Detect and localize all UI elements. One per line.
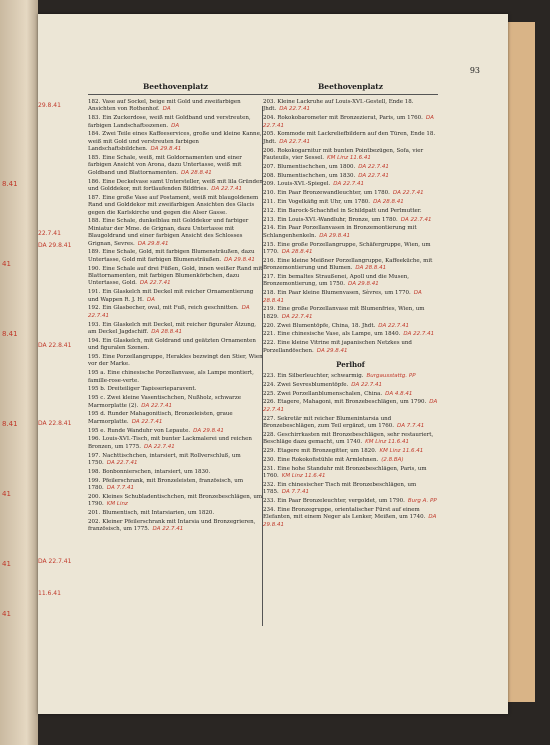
catalog-entry (263, 466, 438, 481)
handwritten-annotation: Burg A. PP (407, 498, 437, 505)
handwritten-annotation: DA 28.8.41 (355, 265, 387, 272)
previous-page-edge (0, 0, 38, 745)
entry-text: Dreiteiliger Tapisserieparavent. (107, 386, 197, 393)
handwritten-annotation: DA 29.8.41 (224, 256, 255, 263)
handwritten-annotation: DA 22.7.41 (106, 460, 138, 467)
catalog-entry (263, 258, 438, 273)
leaf-note: 41 (2, 560, 11, 568)
catalog-entry (88, 453, 263, 468)
handwritten-annotation: DA 22.7.41 (400, 216, 432, 223)
catalog-entry (88, 99, 263, 114)
catalog-entry (88, 386, 263, 393)
entry-text: Blumentisch, mit Intarsiarien, um 1820. (102, 510, 215, 517)
entry-number: 211. (263, 199, 276, 205)
handwritten-annotation: DA 22.7.41 (211, 186, 242, 193)
entry-number: 192. (88, 305, 101, 312)
entry-number: 183. (88, 115, 101, 122)
entry-text: Ein Glaskelch mit Deckel mit reicher Ornamentierung und Wappen R. J. H. (88, 289, 254, 303)
entry-number: 184. (88, 131, 101, 138)
catalog-entry (263, 173, 438, 180)
catalog-entry (263, 457, 438, 464)
entry-text: Rokokobarometer mit Bronzezierat, Paris, um 1760. (277, 115, 423, 122)
entry-number: 195 a. (88, 370, 106, 377)
entry-number: 186. (88, 178, 101, 185)
entry-number: 214. (263, 225, 276, 232)
entry-number: 234. (263, 506, 276, 513)
handwritten-annotation: KM Linz 11.6.41 (379, 448, 424, 455)
handwritten-annotation: DA 22.7.41 (351, 381, 383, 388)
entry-text: Eine Schale, Gold, mit farbigen Blumensträußen, dazu Untertasse, Gold mit farbigen Blumensträußen. (88, 249, 255, 263)
catalog-entry (263, 99, 438, 114)
handwritten-annotation: DA 29.8.41 (347, 281, 379, 288)
catalog-entry (88, 249, 263, 264)
entry-text: Pfeilerschrank, mit Bronzeleisten, französisch, um 1780. (88, 477, 244, 492)
entry-number: 217. (263, 274, 276, 280)
entry-number: 208. (263, 172, 276, 179)
entry-text: Eine chinesische Vase, als Lampe, um 1840. (277, 331, 401, 338)
entry-number: 215. (263, 241, 276, 248)
entry-number: 233. (263, 498, 276, 505)
entry-number: 228. (263, 431, 276, 438)
catalog-entry (88, 510, 263, 517)
entry-number: 229. (263, 448, 276, 455)
margin-note: 29.8.41 (38, 102, 61, 109)
entry-number: 199. (88, 477, 101, 484)
handwritten-annotation: DA 22.7.41 (279, 106, 310, 113)
catalog-entry (88, 218, 263, 248)
catalog-entry (263, 131, 438, 146)
entry-text: Zwei kleine Vasentischchen, Nußholz, schwarze Marmorplatte (2). (88, 395, 241, 409)
entry-number: 223. (263, 373, 276, 380)
handwritten-annotation: DA 22.7.41 (263, 399, 438, 413)
handwritten-annotation: DA 28.8.41 (373, 199, 404, 205)
catalog-entry (88, 519, 263, 534)
handwritten-annotation: DA 22.7.41 (403, 331, 435, 338)
catalog-entry (263, 274, 438, 289)
catalog-entry (263, 115, 438, 130)
entry-number: 203. (263, 99, 276, 105)
margin-note: DA 22.7.41 (38, 558, 72, 565)
catalog-entry (88, 354, 263, 369)
entry-text: Ein Silberleuchter, schwarmig. (277, 373, 364, 380)
catalog-entry (263, 217, 438, 224)
entry-number: 193. (88, 321, 101, 328)
margin-note: 11.6.41 (38, 590, 61, 597)
entry-text: Eine Rokokofistühle mit Armlehnen. (277, 456, 379, 463)
handwritten-annotation: DA (146, 296, 155, 303)
catalog-entry (88, 436, 263, 451)
handwritten-annotation: DA 7.7.41 (106, 485, 134, 492)
handwritten-annotation: DA 7.7.41 (281, 489, 309, 496)
catalog-entry (88, 305, 263, 320)
catalog-entry (88, 289, 263, 304)
entry-number: 202. (88, 518, 101, 525)
entry-text: Vase auf Sockel, beige mit Gold und zweifarbigen Ansichten von Rothenhof. (88, 99, 241, 113)
handwritten-annotation: DA 4.8.41 (385, 390, 413, 397)
entry-text: Kleiner Pfeilerschrank mit Intarsia und Bronzegrieren, französisch, um 1775. (88, 518, 256, 533)
handwritten-annotation: Burgausstattg. PP (366, 373, 416, 380)
entry-text: Ein chinesischer Tisch mit Bronzebeschlägen, um 1785. (263, 481, 417, 496)
entry-text: Eine große Porzellanvase mit Blumenfries, Wien, um 1829. (263, 306, 425, 320)
catalog-entry (88, 494, 263, 509)
entry-text: Geschirrkasten mit Bronzebeschlägen, sehr restauriert, Beschläge dazu gemacht, um 1740. (263, 431, 434, 446)
entry-text: Eine große Porzellangruppe, Schäfergruppe, Wien, um 1770. (263, 241, 431, 255)
entry-number: 210. (263, 190, 276, 197)
entry-text: Eine Schale auf drei Füßen, Gold, innen weißer Rand mit Blattornamenten, mit farbigen Blumenkörbchen, dazu Untertasse, Gold. (88, 265, 263, 287)
entry-text: Kommode mit Lackreliefbildern auf den Türen, Ende 18. Jhdt. (263, 131, 436, 145)
handwritten-annotation: DA 22.7.41 (333, 181, 365, 188)
entry-number: 195 e. (88, 427, 106, 434)
catalog-entry (263, 448, 438, 455)
entry-text: Zwei Porzellanblumenschalen, China. (277, 390, 383, 397)
entry-number: 195 b. (88, 386, 106, 393)
entry-number: 195 c. (88, 395, 106, 402)
catalog-entry (263, 432, 438, 447)
entry-text: Eine Porzellangruppe, Herakles bezwingt den Stier, Wien vor der Marke. (88, 354, 263, 368)
entry-number: 221. (263, 331, 276, 338)
entry-text: Louis-XVI.-Spiegel. (277, 181, 331, 188)
catalog-entry (88, 266, 263, 288)
entry-text: Rokokogarnitur mit bunten Pointbezügen, Sofa, vier Fauteuils, vier Sessel. (263, 147, 424, 162)
handwritten-annotation: DA 28.8.41 (263, 290, 422, 304)
entry-number: 216. (263, 257, 276, 264)
entry-text: Zwei Blumentöpfe, China, 18. Jhdt. (277, 322, 376, 329)
right-column (263, 82, 438, 530)
handwritten-annotation: DA 22.7.41 (279, 138, 310, 145)
entry-number: 212. (263, 207, 276, 214)
entry-text: Kleines Schubladentischchen, mit Bronzebeschlägen, um 1790. (88, 493, 263, 508)
entry-number: 188. (88, 218, 101, 225)
entry-text: Etagere, Mahagoni, mit Bronzebeschlägen, um 1790. (277, 399, 427, 406)
catalog-entry (263, 199, 438, 206)
catalog-entry (263, 482, 438, 497)
catalog-entry (263, 382, 438, 389)
handwritten-annotation: KM Linz 11.6.41 (365, 439, 409, 446)
handwritten-annotation: DA 22.7.41 (143, 443, 175, 450)
leaf-note: 8.41 (2, 420, 18, 428)
catalog-entry (263, 190, 438, 197)
catalog-entry (88, 322, 263, 337)
entry-number: 218. (263, 290, 276, 297)
handwritten-annotation: DA 28.8.41 (180, 169, 212, 176)
entry-text: Ein Paar kleine Blumenvasen, Sèvres, um 1770. (277, 290, 411, 297)
handwritten-annotation: (2.8.BA) (381, 456, 404, 463)
handwritten-annotation: DA 22.7.41 (152, 526, 184, 533)
handwritten-annotation: DA 29.8.41 (150, 146, 182, 153)
handwritten-annotation: DA 29.8.41 (193, 427, 224, 434)
margin-note: 22.7.41 (38, 230, 61, 237)
entry-text: Ein Louis-XVI.-Wandluhr, Bronze, um 1780. (277, 216, 398, 223)
catalog-entry (263, 164, 438, 171)
entry-text: Eine Deckelvase samt Untersteller, weiß mit lila Gründen und Golddekor, mit fortlaufenden Bildfries. (88, 178, 263, 193)
leaf-note: 41 (2, 260, 11, 268)
entry-number: 227. (263, 415, 276, 422)
catalog-entry (263, 290, 438, 305)
catalog-entry (263, 148, 438, 163)
entry-number: 225. (263, 390, 276, 397)
handwritten-annotation: DA 22.7.41 (378, 322, 410, 329)
margin-note: DA 22.8.41 (38, 420, 72, 427)
handwritten-annotation: DA 22.7.41 (141, 402, 172, 409)
catalog-entry (263, 242, 438, 257)
margin-note: DA 22.8.41 (38, 342, 72, 349)
entry-text: Runde Wanduhr von Lepaute. (107, 427, 191, 434)
catalog-entry (263, 399, 438, 414)
entry-text: Ein Paar Bronzewandleuchter, um 1780. (277, 190, 390, 197)
entry-number: 213. (263, 216, 276, 223)
catalog-entry (88, 155, 263, 177)
handwritten-annotation: DA 7.7.41 (397, 423, 425, 430)
catalog-entry (88, 115, 263, 130)
entry-number: 226. (263, 399, 276, 406)
catalog-entry (88, 370, 263, 385)
section-subheading: Perlhof (336, 360, 365, 370)
entry-number: 191. (88, 289, 101, 296)
handwritten-annotation: DA (162, 106, 171, 113)
catalog-entry (263, 498, 438, 505)
entry-text: Eine hohe Standuhr mit Bronzebeschlägen, Paris, um 1760. (263, 465, 427, 480)
entry-text: Ein Glaskelch mit Deckel, mit reicher figuraler Ätzung, am Deckel Jagdschiff. (88, 321, 257, 336)
entry-number: 200. (88, 493, 101, 500)
entry-number: 207. (263, 163, 276, 170)
handwritten-annotation: KM Linz 11.6.41 (281, 473, 326, 480)
entry-text: Ein Glaskelch, mit Goldrand und geätzten Ornamenten und figuralen Szenen. (88, 337, 256, 352)
page-number: 93 (469, 66, 480, 75)
entry-number: 230. (263, 456, 276, 463)
catalog-entry (88, 338, 263, 353)
catalog-entry (263, 225, 438, 240)
entry-text: Blumentischchen, um 1800. (277, 163, 356, 170)
handwritten-annotation: DA 29.8.41 (263, 514, 437, 528)
entry-text: Bonbonnierschen, intarsiert, um 1830. (102, 468, 211, 475)
handwritten-annotation: DA 28.8.41 (281, 249, 313, 255)
catalog-entry (263, 208, 438, 215)
catalog-entry (263, 323, 438, 330)
handwritten-annotation: KM Linz (106, 501, 128, 508)
handwritten-annotation: DA 29.8.41 (137, 240, 169, 247)
catalog-entry (88, 195, 263, 217)
entry-number: 222. (263, 340, 276, 347)
handwritten-annotation: DA 22.7.41 (281, 313, 313, 320)
entry-text: Eine kleine Meißner Porzellangruppe, Kaffeeküche, mit Bronzemontierung und Blumen. (263, 257, 433, 272)
entry-text: Ein Barock-Schachfiel in Schildpatt und Perlmutter. (277, 207, 422, 214)
left-column (88, 82, 263, 535)
entry-number: 232. (263, 481, 276, 488)
catalog-entry (263, 391, 438, 398)
handwritten-annotation: DA 22.7.41 (131, 418, 163, 425)
entry-number: 195 d. (88, 411, 106, 418)
entry-text: Eine Bronzegruppe, orientalischer Fürst auf einem Elefanten, mit einem Neger als Lenker, Meißen, um 1740. (263, 506, 426, 521)
margin-note: DA 29.8.41 (38, 242, 72, 249)
entry-text: Ein Paar Porzellanvasen in Bronzemontierung mit Schlangenhenkeln. (263, 225, 417, 239)
entry-number: 195. (88, 354, 101, 361)
entry-text: Sekretär mit reicher Blumenintarsia und Bronzebeschlägen, zum Teil ergänzt, um 1760. (263, 415, 394, 430)
handwritten-annotation: DA 29.8.41 (316, 347, 348, 354)
catalog-entry (263, 373, 438, 380)
entry-number: 190. (88, 265, 101, 272)
entry-text: Blumentischchen, um 1830. (277, 172, 356, 179)
entry-number: 204. (263, 115, 276, 122)
catalog-entry (88, 395, 263, 410)
handwritten-annotation: DA 29.8.41 (319, 232, 351, 239)
leaf-note: 8.41 (2, 330, 18, 338)
catalog-entry (263, 507, 438, 529)
handwritten-annotation: DA 22.7.41 (139, 280, 171, 287)
entry-number: 224. (263, 381, 276, 388)
entry-text: Louis-XVI.-Tisch, mit bunter Lackmalerei und reichen Bronzen, um 1775. (88, 436, 252, 450)
entry-text: Etagere mit Bronzegitter, um 1820. (277, 448, 377, 455)
handwritten-annotation: DA 22.7.41 (392, 190, 424, 197)
catalog-entry (263, 331, 438, 338)
right-heading: Beethovenplatz (263, 82, 438, 95)
entry-number: 231. (263, 465, 276, 472)
entry-number: 220. (263, 322, 276, 329)
catalog-entry (88, 469, 263, 476)
entry-number: 197. (88, 452, 101, 459)
handwritten-annotation: KM Linz 11.6.41 (327, 155, 371, 162)
entry-text: Ein Glasbecher, oval, mit Fuß, reich geschnitten. (102, 305, 239, 312)
leaf-note: 8.41 (2, 180, 18, 188)
catalog-entry (88, 428, 263, 435)
entry-number: 189. (88, 249, 101, 256)
leaf-note: 41 (2, 610, 11, 618)
entry-number: 206. (263, 147, 276, 154)
entry-text: Ein bemaltes Straußenei, Apoll und die Musen, Bronzemontierung, um 1750. (263, 274, 410, 288)
catalog-entry (88, 478, 263, 493)
entry-text: Eine chinesische Porzellanvase, als Lampe montiert, famille-rose-verte. (88, 370, 254, 384)
entry-number: 187. (88, 194, 101, 201)
entry-text: Kleine Lackruhe auf Louis-XVI.-Gestell, Ende 18. Jhdt. (263, 99, 414, 113)
handwritten-annotation: DA 22.7.41 (263, 115, 434, 129)
catalog-entry (263, 416, 438, 431)
catalog-entry (263, 181, 438, 188)
entry-number: 209. (263, 181, 276, 188)
entry-number: 198. (88, 468, 101, 475)
entry-text: Runder Mahagonitisch, Bronzeleisten, graue Marmorplatte. (88, 411, 233, 425)
handwritten-annotation: DA 22.7.41 (358, 163, 389, 170)
entry-number: 185. (88, 155, 101, 162)
entry-text: Ein Paar Bronzeleuchter, vergoldet, um 1790. (277, 498, 405, 505)
handwritten-annotation: DA (171, 122, 180, 129)
catalog-entry (263, 340, 438, 355)
entry-text: Zwei Teile eines Kaffeeservices, große und kleine Kanne, weiß mit Gold und verstreuten farbigen Landschaftsbildchen. (88, 131, 262, 153)
entry-text: Ein Zuckerdose, weiß mit Goldband und verstreuten, farbigen Landschaftsszenen. (88, 115, 251, 129)
left-heading: Beethovenplatz (88, 82, 263, 95)
handwritten-annotation: DA 22.7.41 (358, 172, 389, 179)
entry-text: Eine Schale, dunkelblau mit Golddekor und farbiger Miniatur der Mme. de Grignan, dazu Untertasse mit Blaugoldrand und einer farbigen Ansicht des Schlosses Grignan, Sevres. (88, 218, 249, 247)
entry-number: 182. (88, 99, 101, 105)
entry-number: 219. (263, 306, 276, 313)
document-page (38, 14, 508, 714)
leaf-note: 41 (2, 490, 11, 498)
entry-text: Nachttischchen, intarsiert, mit Rollverschluß, um 1750. (88, 452, 241, 467)
entry-number: 196. (88, 436, 101, 443)
entry-text: Ein Vogelkäfig mit Uhr, um 1780. (277, 199, 371, 205)
handwritten-annotation: DA 28.8.41 (151, 329, 183, 336)
handwritten-annotation: DA 22.7.41 (88, 305, 250, 319)
entry-text: Eine kleine Vitrine mit japanischen Netzkes und Porzellandöschen. (263, 340, 412, 354)
catalog-entry (263, 306, 438, 321)
entry-number: 205. (263, 131, 276, 138)
entry-text: Eine Schale, weiß, mit Goldornamenten und einer farbigen Ansicht von Arona, dazu Untertasse, weiß mit Goldband und Blattornamenten. (88, 155, 242, 176)
entry-text: Zwei Sevresblumentöpfe. (277, 381, 349, 388)
catalog-entry (88, 411, 263, 426)
entry-text: Eine große Vase auf Postament, weiß mit blaugoldenem Rand und Golddekor mit zweifarbigen Ansichten des Glacis gegen die Karlskirche und gegen die Alser Gasse. (88, 194, 259, 216)
catalog-entry (88, 179, 263, 194)
catalog-entry (88, 131, 263, 153)
entry-number: 194. (88, 337, 101, 344)
entry-number: 201. (88, 510, 101, 517)
